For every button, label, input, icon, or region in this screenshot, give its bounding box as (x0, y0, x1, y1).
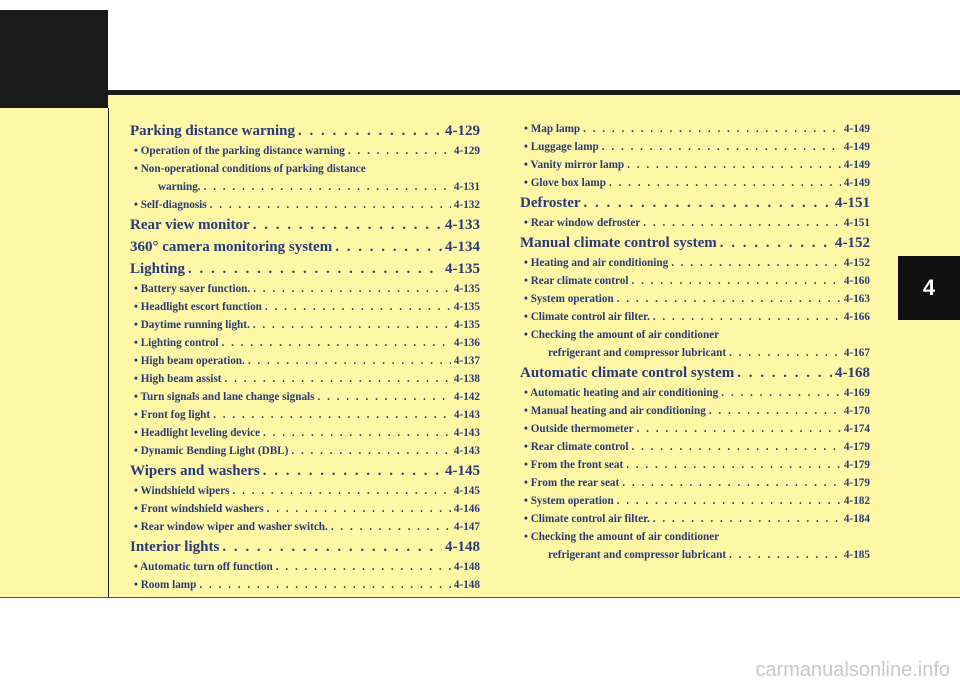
entry-title: • System operation (524, 495, 614, 507)
dot-leader (720, 232, 832, 254)
toc-subentry[interactable] (130, 406, 480, 424)
toc-subentry[interactable] (520, 546, 870, 564)
dot-leader (222, 536, 442, 558)
entry-title: • Rear climate control (524, 441, 629, 453)
dot-leader (331, 518, 451, 536)
entry-page-number: 4-151 (843, 217, 870, 229)
entry-title: • Rear window wiper and washer switch. (134, 521, 328, 533)
entry-page-number: 4-174 (843, 423, 870, 435)
entry-page-number: 4-149 (843, 123, 870, 135)
toc-section-entry[interactable] (520, 232, 870, 254)
entry-page-number: 4-135 (445, 261, 480, 277)
toc-subentry[interactable] (130, 352, 480, 370)
toc-subentry[interactable] (520, 214, 870, 232)
entry-page-number: 4-135 (453, 283, 480, 295)
entry-title: • Luggage lamp (524, 141, 599, 153)
dot-leader (626, 456, 841, 474)
chapter-tab[interactable]: 4 (898, 256, 960, 320)
entry-title: • Headlight escort function (134, 301, 262, 313)
toc-subentry[interactable] (130, 370, 480, 388)
toc-subentry[interactable] (520, 138, 870, 156)
dot-leader (253, 280, 451, 298)
toc-section-entry[interactable] (130, 536, 480, 558)
dot-leader (248, 352, 451, 370)
dot-leader (199, 576, 451, 594)
entry-page-number: 4-133 (445, 217, 480, 233)
toc-subentry[interactable] (520, 492, 870, 510)
entry-page-number: 4-170 (843, 405, 870, 417)
entry-page-number: 4-167 (843, 347, 870, 359)
toc-section-entry[interactable] (130, 460, 480, 482)
entry-page-number: 4-152 (835, 235, 870, 251)
margin-divider (108, 108, 109, 598)
toc-subentry[interactable] (130, 576, 480, 594)
toc-subentry[interactable] (130, 316, 480, 334)
entry-page-number: 4-179 (843, 477, 870, 489)
entry-title: • Front windshield washers (134, 503, 264, 515)
dot-leader (253, 214, 442, 236)
watermark: carmanualsonline.info (755, 659, 950, 681)
dot-leader (602, 138, 841, 156)
toc-subentry[interactable] (520, 474, 870, 492)
entry-title: Automatic climate control system (520, 365, 735, 381)
toc-subentry[interactable] (130, 482, 480, 500)
entry-title: • High beam operation. (134, 355, 245, 367)
entry-title: • Outside thermometer (524, 423, 634, 435)
dot-leader (617, 492, 841, 510)
entry-page-number: 4-148 (453, 561, 480, 573)
dot-leader (298, 120, 442, 142)
entry-title: Defroster (520, 195, 581, 211)
dot-leader (609, 174, 841, 192)
entry-page-number: 4-169 (843, 387, 870, 399)
entry-page-number: 4-132 (453, 199, 480, 211)
entry-page-number: 4-148 (445, 539, 480, 555)
toc-subentry[interactable] (520, 510, 870, 528)
toc-subentry[interactable] (130, 388, 480, 406)
toc-subentry[interactable] (520, 344, 870, 362)
entry-title: • System operation (524, 293, 614, 305)
toc-subentry[interactable] (520, 272, 870, 290)
entry-title: Manual climate control system (520, 235, 717, 251)
toc-subentry[interactable] (520, 384, 870, 402)
entry-title: • Turn signals and lane change signals (134, 391, 315, 403)
toc-section-entry[interactable] (130, 120, 480, 142)
entry-title: • Windshield wipers (134, 485, 230, 497)
entry-page-number: 4-168 (835, 365, 870, 381)
entry-title: 360° camera monitoring system (130, 239, 333, 255)
toc-section-entry[interactable] (130, 236, 480, 258)
entry-page-number: 4-160 (843, 275, 870, 287)
entry-page-number: 4-143 (453, 445, 480, 457)
dot-leader (225, 370, 451, 388)
dot-leader (263, 424, 451, 442)
dot-leader (318, 388, 451, 406)
toc-subentry[interactable] (130, 442, 480, 460)
entry-title: • Vanity mirror lamp (524, 159, 625, 171)
entry-title: • Automatic turn off function (134, 561, 273, 573)
dot-leader (627, 156, 841, 174)
entry-page-number: 4-179 (843, 459, 870, 471)
toc-subentry[interactable] (520, 438, 870, 456)
dot-leader (584, 192, 832, 214)
toc-section-entry[interactable] (130, 214, 480, 236)
entry-title: • Room lamp (134, 579, 197, 591)
entry-title: Lighting (130, 261, 186, 277)
toc-subentry[interactable] (520, 120, 870, 138)
toc-subentry[interactable] (520, 456, 870, 474)
toc-subentry[interactable] (520, 420, 870, 438)
entry-title: • High beam assist (134, 373, 222, 385)
toc-subentry[interactable] (130, 334, 480, 352)
entry-title: • Lighting control (134, 337, 219, 349)
dot-leader (291, 442, 451, 460)
entry-title: • Manual heating and air conditioning (524, 405, 706, 417)
toc-subentry[interactable] (130, 518, 480, 536)
entry-title: refrigerant and compressor lubricant (548, 347, 727, 359)
entry-page-number: 4-149 (843, 141, 870, 153)
dot-leader (617, 290, 841, 308)
toc-section-entry[interactable] (520, 362, 870, 384)
entry-page-number: 4-149 (843, 177, 870, 189)
entry-title: • Self-diagnosis (134, 199, 207, 211)
entry-title: • Glove box lamp (524, 177, 606, 189)
entry-title: • Automatic heating and air conditioning (524, 387, 719, 399)
entry-page-number: 4-134 (445, 239, 480, 255)
dot-leader (210, 196, 451, 214)
dot-leader (709, 402, 841, 420)
entry-title: • From the front seat (524, 459, 624, 471)
toc-subentry[interactable] (130, 424, 480, 442)
entry-title: • Climate control air filter. (524, 311, 650, 323)
entry-title: Parking distance warning (130, 123, 296, 139)
entry-page-number: 4-145 (453, 485, 480, 497)
entry-page-number: 4-148 (453, 579, 480, 591)
corner-block (0, 10, 108, 108)
entry-page-number: 4-137 (453, 355, 480, 367)
dot-leader (335, 236, 442, 258)
dot-leader (253, 316, 451, 334)
dot-leader (267, 500, 451, 518)
toc-section-entry[interactable] (130, 258, 480, 280)
toc-subentry[interactable] (130, 178, 480, 196)
entry-page-number: 4-142 (453, 391, 480, 403)
dot-leader (276, 558, 451, 576)
dot-leader (348, 142, 451, 160)
entry-title: Wipers and washers (130, 463, 260, 479)
toc-subentry[interactable] (520, 290, 870, 308)
dot-leader (222, 334, 451, 352)
entry-title: • Map lamp (524, 123, 581, 135)
toc-subentry[interactable] (520, 254, 870, 272)
toc-subentry[interactable] (130, 298, 480, 316)
entry-title: • Front fog light (134, 409, 211, 421)
toc-subentry[interactable] (130, 142, 480, 160)
toc-subentry[interactable] (520, 308, 870, 326)
dot-leader (729, 344, 841, 362)
toc-subentry[interactable] (520, 402, 870, 420)
entry-title: Rear view monitor (130, 217, 250, 233)
dot-leader (729, 546, 841, 564)
dot-leader (631, 272, 840, 290)
left-margin-panel (0, 108, 108, 598)
entry-page-number: 4-143 (453, 409, 480, 421)
toc-subentry-line: • Checking the amount of air conditioner (524, 329, 720, 341)
entry-title: • Daytime running light. (134, 319, 250, 331)
entry-title: refrigerant and compressor lubricant (548, 549, 727, 561)
entry-page-number: 4-151 (835, 195, 870, 211)
dot-leader (204, 178, 451, 196)
toc-subentry[interactable] (130, 280, 480, 298)
entry-page-number: 4-129 (453, 145, 480, 157)
toc-subentry-line: • Checking the amount of air conditioner (524, 531, 720, 543)
dot-leader (631, 438, 840, 456)
toc-subentry[interactable] (520, 174, 870, 192)
entry-title: • Battery saver function. (134, 283, 251, 295)
dot-leader (213, 406, 451, 424)
entry-page-number: 4-145 (445, 463, 480, 479)
toc-left-column (130, 120, 480, 594)
toc-subentry[interactable] (130, 558, 480, 576)
entry-page-number: 4-138 (453, 373, 480, 385)
toc-subentry[interactable] (520, 156, 870, 174)
entry-page-number: 4-149 (843, 159, 870, 171)
entry-page-number: 4-166 (843, 311, 870, 323)
entry-title: • Rear window defroster (524, 217, 641, 229)
entry-title: • Heating and air conditioning (524, 257, 669, 269)
footer-rule (0, 597, 960, 598)
entry-title: • Climate control air filter. (524, 513, 650, 525)
toc-subentry[interactable] (130, 196, 480, 214)
entry-title: • Dynamic Bending Light (DBL) (134, 445, 289, 457)
entry-page-number: 4-163 (843, 293, 870, 305)
dot-leader (622, 474, 841, 492)
entry-title: • From the rear seat (524, 477, 620, 489)
toc-right-column (520, 120, 870, 564)
entry-page-number: 4-129 (445, 123, 480, 139)
dot-leader (671, 254, 841, 272)
entry-page-number: 4-136 (453, 337, 480, 349)
dot-leader (233, 482, 451, 500)
toc-subentry[interactable] (130, 500, 480, 518)
entry-page-number: 4-135 (453, 319, 480, 331)
entry-page-number: 4-152 (843, 257, 870, 269)
entry-page-number: 4-185 (843, 549, 870, 561)
dot-leader (188, 258, 442, 280)
dot-leader (637, 420, 841, 438)
entry-page-number: 4-143 (453, 427, 480, 439)
entry-title: • Operation of the parking distance warning (134, 145, 345, 157)
dot-leader (653, 308, 841, 326)
dot-leader (737, 362, 832, 384)
entry-page-number: 4-147 (453, 521, 480, 533)
dot-leader (721, 384, 841, 402)
toc-section-entry[interactable] (520, 192, 870, 214)
entry-title: • Headlight leveling device (134, 427, 261, 439)
entry-page-number: 4-184 (843, 513, 870, 525)
entry-title: • Rear climate control (524, 275, 629, 287)
entry-page-number: 4-146 (453, 503, 480, 515)
toc-subentry-line: • Non-operational conditions of parking distance (134, 163, 366, 175)
entry-title: warning. (158, 181, 201, 193)
dot-leader (583, 120, 841, 138)
entry-page-number: 4-182 (843, 495, 870, 507)
entry-page-number: 4-131 (453, 181, 480, 193)
entry-title: Interior lights (130, 539, 220, 555)
dot-leader (653, 510, 841, 528)
dot-leader (263, 460, 442, 482)
dot-leader (643, 214, 841, 232)
entry-page-number: 4-179 (843, 441, 870, 453)
dot-leader (265, 298, 451, 316)
entry-page-number: 4-135 (453, 301, 480, 313)
